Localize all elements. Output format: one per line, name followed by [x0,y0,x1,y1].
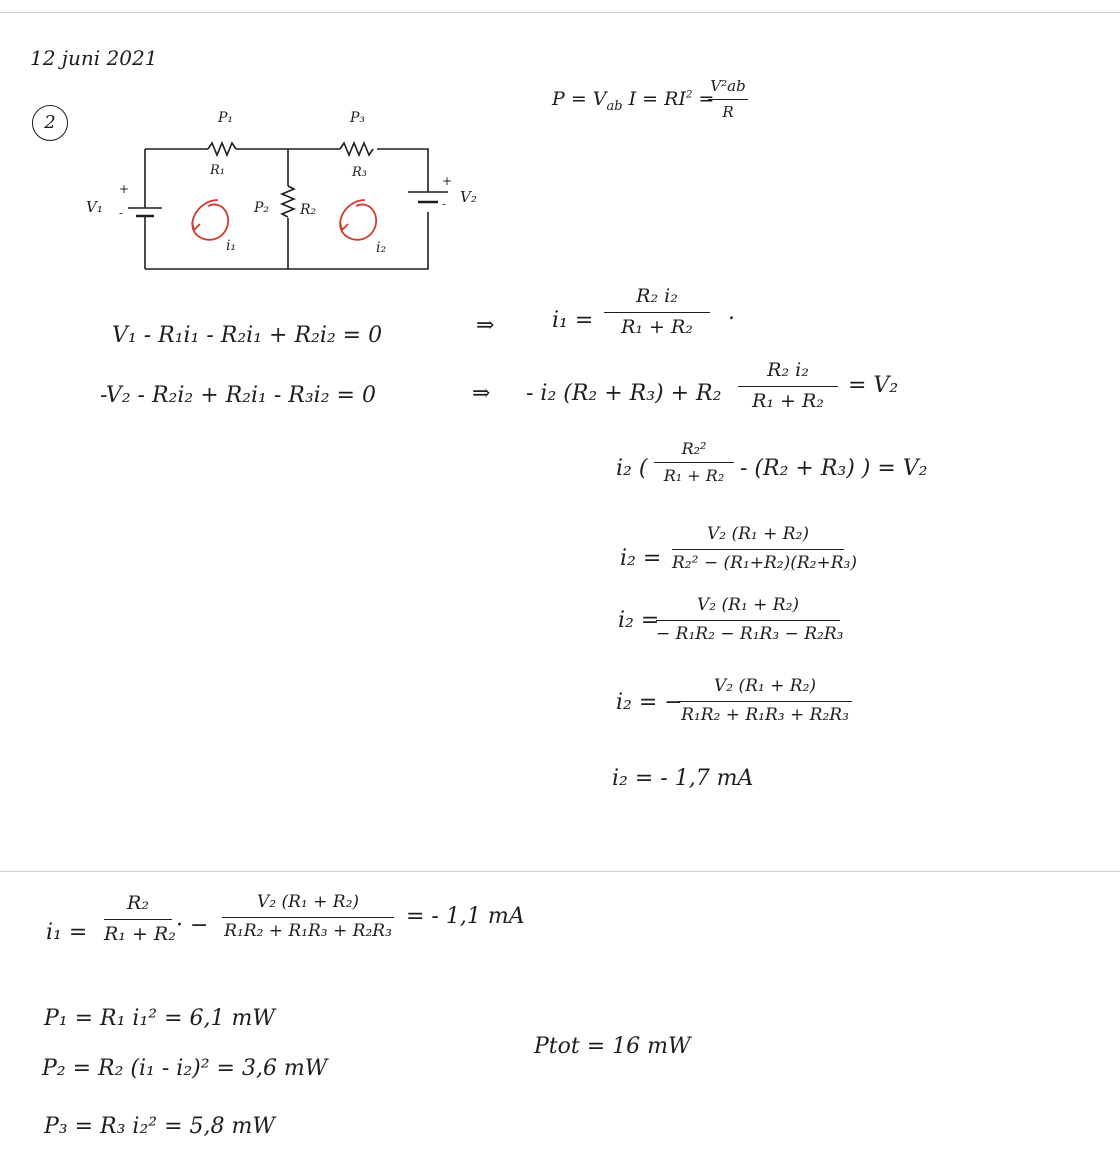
problem-number: 2 [44,112,56,133]
i1-final-fraction-1: R₂ R₁ + R₂ [104,892,176,945]
i1-expr-lhs: i₁ = [552,308,594,333]
power-formula-fraction: V²ab R [708,78,748,122]
v2-plus-sign: + [442,174,453,188]
power-total: Ptot = 16 mW [534,1034,691,1059]
resistor-r1-zigzag [208,143,236,155]
v1-minus-sign: - [119,206,124,220]
label-i2: i₂ [376,240,387,256]
i2-b-lhs: i₂ = [618,608,660,633]
loop-current-arrow-1 [192,200,228,240]
kvl-equation-1: V₁ - R₁i₁ - R₂i₁ + R₂i₂ = 0 [112,323,383,348]
label-i1: i₁ [226,238,237,254]
sub-line-lhs: - i₂ (R₂ + R₃) + R₂ [526,381,722,406]
i2-a-fraction: V₂ (R₁ + R₂) R₂² − (R₁+R₂)(R₂+R₃) [672,524,857,573]
label-p3: P₃ [350,110,366,126]
v1-plus-sign: + [119,182,130,196]
i2-value: i₂ = - 1,7 mA [612,766,754,791]
sub-line-rhs: = V₂ [848,373,899,398]
i1-expr-fraction: R₂ i₂ R₁ + R₂ [604,286,710,339]
label-p2: P₂ [254,200,270,216]
i2-a-lhs: i₂ = [620,546,662,571]
section-rule [0,871,1120,872]
power-formula: $P = V_{ab}$ $I = RI^2$ = [552,88,715,114]
wire-top-right [377,149,428,192]
resistor-r3-zigzag [340,143,373,155]
label-r3: R₃ [352,165,367,180]
resistor-r2-zigzag [282,186,294,217]
label-v2: V₂ [460,188,477,206]
i1-expr-dot: . [728,300,735,325]
power-p2: P₂ = R₂ (i₁ - i₂)² = 3,6 mW [42,1056,328,1081]
label-r1: R₁ [210,163,225,178]
top-rule [0,12,1120,13]
power-p3: P₃ = R₃ i₂² = 5,8 mW [44,1114,275,1139]
implies-arrow-1: ⇒ [476,313,495,338]
factor-line-rhs: - (R₂ + R₃) ) = V₂ [740,456,928,481]
sub-line-fraction: R₂ i₂ R₁ + R₂ [738,360,838,413]
i2-b-fraction: V₂ (R₁ + R₂) − R₁R₂ − R₁R₃ − R₂R₃ [656,595,844,644]
loop-current-arrow-2 [340,200,376,240]
i1-final-fraction-2: V₂ (R₁ + R₂) R₁R₂ + R₁R₃ + R₂R₃ [222,893,394,941]
i1-final-result: = - 1,1 mA [406,904,525,929]
label-p1: P₁ [218,110,234,126]
factor-line-fraction: R₂² R₁ + R₂ [654,440,734,486]
power-p1: P₁ = R₁ i₁² = 6,1 mW [44,1006,275,1031]
i1-final-dot: · − [176,913,209,938]
circuit-diagram [80,100,500,285]
problem-number-circle [32,105,68,141]
kvl-equation-2: -V₂ - R₂i₂ + R₂i₁ - R₃i₂ = 0 [100,383,376,408]
v2-minus-sign: - [442,197,447,211]
i2-c-lhs: i₂ = − [616,690,683,715]
label-r2: R₂ [300,202,317,218]
i2-c-fraction: V₂ (R₁ + R₂) R₁R₂ + R₁R₃ + R₂R₃ [678,677,852,725]
implies-arrow-2: ⇒ [472,381,491,406]
factor-line-lhs: i₂ ( [616,456,648,481]
label-v1: V₁ [86,198,103,216]
i1-final-lhs: i₁ = [46,920,88,945]
date-text: 12 juni 2021 [30,46,158,70]
